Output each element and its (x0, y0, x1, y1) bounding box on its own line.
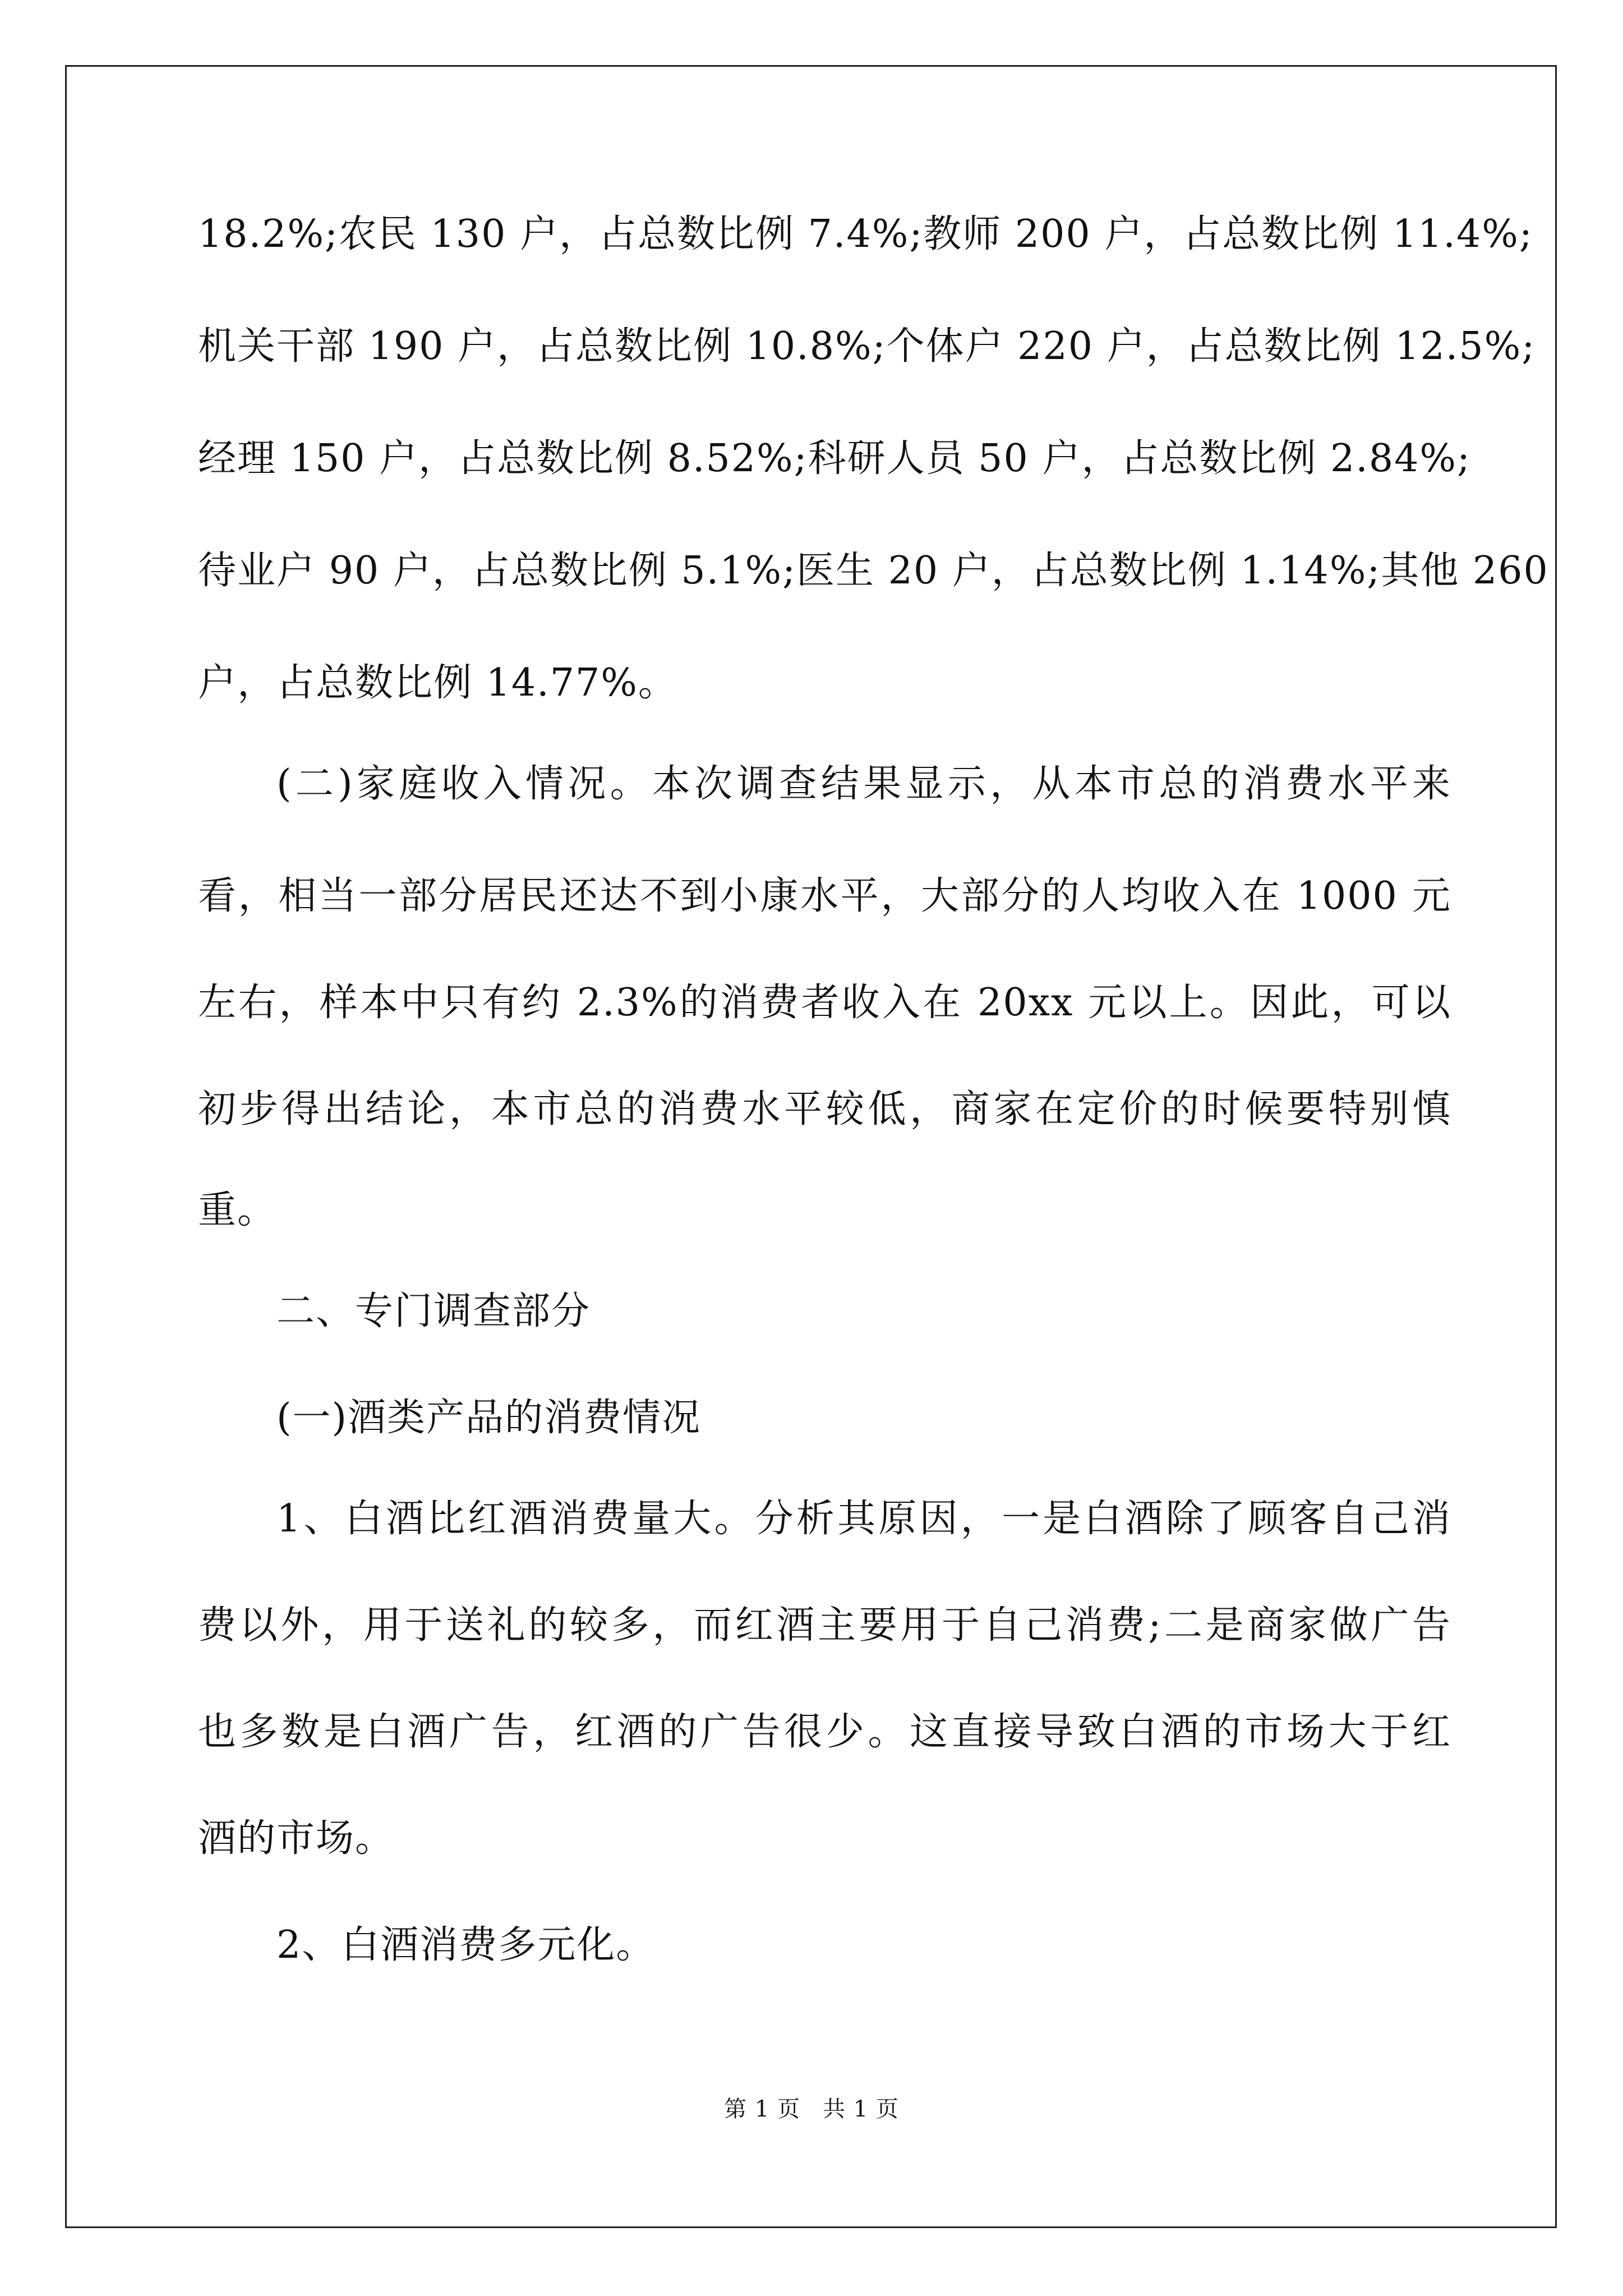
text-line: 机关干部 190 户，占总数比例 10.8%;个体户 220 户，占总数比例 12.5%; (198, 324, 1536, 369)
text-line: 费以外，用于送礼的较多，而红酒主要用于自己消费;二是商家做广告 (198, 1603, 1451, 1648)
text-line: 重。 (198, 1188, 277, 1232)
page-footer (0, 2095, 1623, 2123)
text-line: 初步得出结论，本市总的消费水平较低，商家在定价的时候要特别慎 (198, 1087, 1451, 1131)
page-total: 共 1 页 (823, 2096, 899, 2122)
paragraph-start-line: 2、白酒消费多元化。 (276, 1923, 656, 1967)
paragraph-start-line: (二)家庭收入情况。本次调查结果显示，从本市总的消费水平来 (276, 762, 1451, 806)
text-line: 待业户 90 户，占总数比例 5.1%;医生 20 户，占总数比例 1.14%;其他 260 (198, 549, 1549, 593)
paragraph-start-line: 1、白酒比红酒消费量大。分析其原因，一是白酒除了顾客自己消 (276, 1497, 1451, 1541)
page-number: 第 1 页 (724, 2096, 800, 2122)
text-line: 酒的市场。 (198, 1816, 395, 1861)
page-border (65, 65, 1557, 2228)
section-heading: 二、专门调查部分 (276, 1289, 591, 1333)
text-line: 看，相当一部分居民还达不到小康水平，大部分的人均收入在 1000 元 (198, 874, 1451, 918)
text-line: 18.2%;农民 130 户，占总数比例 7.4%;教师 200 户，占总数比例 11.4%; (198, 212, 1533, 256)
text-line: 经理 150 户，占总数比例 8.52%;科研人员 50 户，占总数比例 2.84%; (198, 436, 1471, 481)
text-line: 户，占总数比例 14.77%。 (198, 661, 677, 705)
text-line: 左右，样本中只有约 2.3%的消费者收入在 20xx 元以上。因此，可以 (198, 981, 1451, 1025)
text-line: 也多数是白酒广告，红酒的广告很少。这直接导致白酒的市场大于红 (198, 1710, 1451, 1754)
subsection-heading: (一)酒类产品的消费情况 (276, 1396, 702, 1440)
